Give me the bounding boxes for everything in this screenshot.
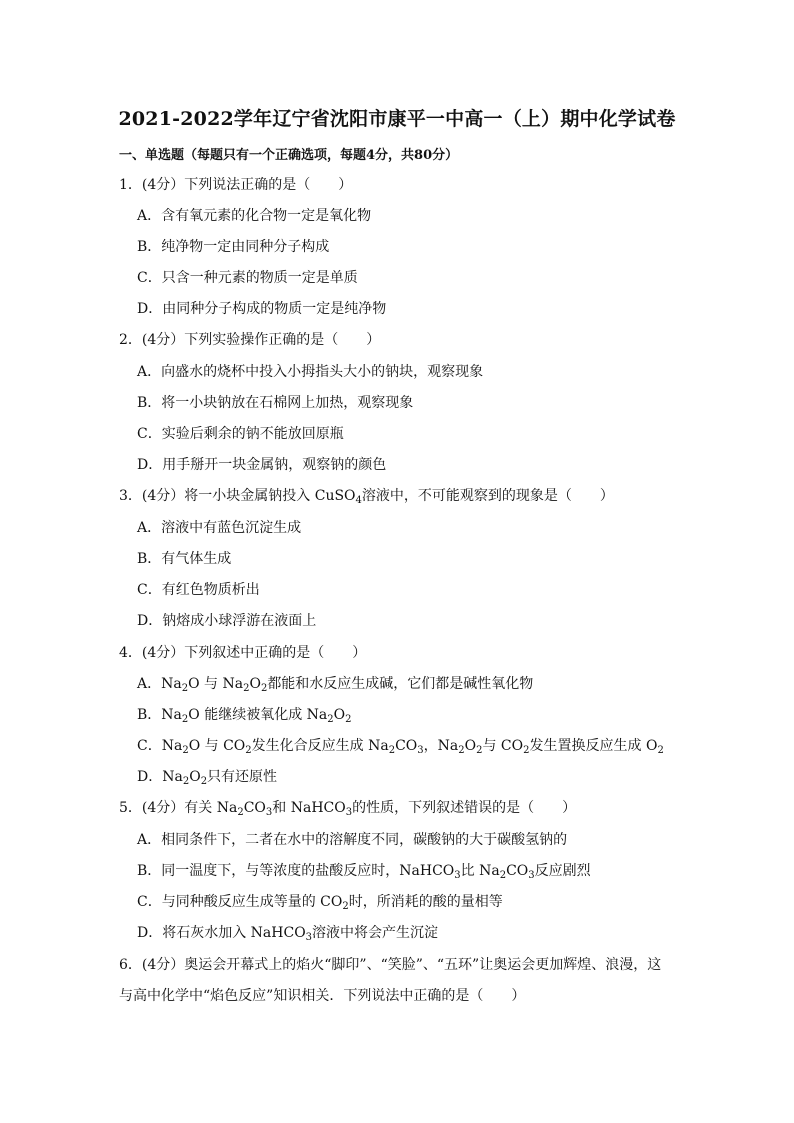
text: O: [189, 769, 201, 785]
text: D．Na: [137, 769, 183, 785]
option-d: [137, 768, 277, 786]
text: CO: [506, 863, 529, 879]
text: O: [464, 738, 477, 754]
question-stem: [119, 487, 614, 505]
text: C．Na: [137, 738, 183, 754]
text: 反应剧烈: [534, 863, 591, 879]
subscript: 2: [657, 745, 664, 756]
text: 发生化合反应生成 Na: [251, 738, 389, 754]
subscript: 2: [476, 745, 483, 756]
subscript: 2: [260, 683, 268, 694]
subscript: 2: [182, 776, 190, 787]
text: D．将石灰水加入 NaHCO: [137, 925, 306, 941]
text: O: [333, 707, 346, 723]
question-stem: 1．(4分）下列说法正确的是（ ）: [119, 177, 353, 193]
option-a: [137, 675, 533, 693]
subscript: 4: [355, 495, 362, 506]
subscript: 2: [245, 745, 252, 756]
subscript: 2: [458, 745, 465, 756]
text: 比 Na: [460, 863, 500, 879]
option-b: B．将一小块钠放在石棉网上加热，观察现象: [137, 395, 414, 411]
subscript: 2: [243, 683, 250, 694]
option-a: A．相同条件下，二者在水中的溶解度不同，碳酸钠的大于碳酸氢钠的: [137, 832, 568, 848]
text: 时，所消耗的酸的量相等: [348, 894, 503, 910]
option-d: [137, 924, 438, 942]
subscript: 3: [265, 807, 273, 818]
option-c: C．只含一种元素的物质一定是单质: [137, 270, 358, 286]
subscript: 2: [182, 745, 189, 756]
subscript: 2: [181, 714, 189, 725]
option-a: A．向盛水的烧杯中投入小拇指头大小的钠块，观察现象: [137, 364, 484, 380]
text: 发生置换反应生成 O: [529, 738, 658, 754]
text: 都能和水反应生成碱，它们都是碱性氧化物: [267, 676, 534, 692]
option-b: B．纯净物一定由同种分子构成: [137, 239, 330, 255]
subscript: 2: [523, 745, 530, 756]
text: A．Na: [137, 676, 182, 692]
text: O 与 Na: [188, 676, 244, 692]
question-stem: 2．(4分）下列实验操作正确的是（ ）: [119, 332, 381, 348]
subscript: 3: [345, 807, 353, 818]
option-c: C．实验后剩余的钠不能放回原瓶: [137, 426, 344, 442]
subscript: 3: [417, 745, 424, 756]
option-d: D．用手掰开一块金属钠，观察钠的颜色: [137, 457, 387, 473]
text: O: [249, 676, 261, 692]
text: C．与同种酸反应生成等量的 CO: [137, 894, 343, 910]
option-d: D．钠熔成小球浮游在液面上: [137, 613, 317, 629]
text: CO: [395, 738, 418, 754]
section-heading: 一、单选题（每题只有一个正确选项，每题4分，共80分）: [119, 148, 459, 163]
subscript: 3: [528, 870, 535, 881]
exam-title: 2021-2022学年辽宁省沈阳市康平一中高一（上）期中化学试卷: [118, 108, 676, 130]
option-a: A．含有氧元素的化合物一定是氧化物: [137, 208, 372, 224]
text: B．Na: [137, 707, 182, 723]
option-c: [137, 737, 664, 755]
text: O 与 CO: [188, 738, 246, 754]
subscript: 3: [454, 870, 461, 881]
stem-text: 溶液中，不可能观察到的现象是（ ）: [361, 488, 614, 504]
option-d: D．由同种分子构成的物质一定是纯净物: [137, 301, 387, 317]
question-stem: 6．(4分）奥运会开幕式上的焰火“脚印”、“笑脸”、“五环”让奥运会更加辉煌、浪漫，这: [119, 957, 662, 973]
subscript: 2: [342, 901, 349, 912]
subscript: 2: [499, 870, 507, 881]
subscript: 2: [327, 714, 334, 725]
subscript: 3: [305, 932, 313, 943]
text: B．同一温度下，与等浓度的盐酸反应时，NaHCO: [137, 863, 455, 879]
text: 只有还原性: [207, 769, 278, 785]
option-b: [137, 862, 591, 880]
text: 溶液中将会产生沉淀: [312, 925, 439, 941]
subscript: 2: [388, 745, 396, 756]
question-stem: 4．(4分）下列叙述中正确的是（ ）: [119, 645, 367, 661]
question-stem-continued: 与高中化学中“焰色反应”知识相关．下列说法中正确的是（ ）: [119, 988, 526, 1004]
option-b: B．有气体生成: [137, 551, 232, 567]
text: 的性质，下列叙述错误的是（ ）: [352, 800, 577, 816]
question-stem: [119, 799, 576, 817]
subscript: 2: [181, 683, 189, 694]
option-c: [137, 893, 503, 911]
text: ，Na: [423, 738, 459, 754]
text: 5．(4分）有关 Na: [119, 800, 238, 816]
subscript: 2: [237, 807, 244, 818]
text: CO: [243, 800, 266, 816]
subscript: 2: [345, 714, 352, 725]
option-a: A．溶液中有蓝色沉淀生成: [137, 520, 302, 536]
text: O 能继续被氧化成 Na: [188, 707, 328, 723]
subscript: 2: [200, 776, 208, 787]
option-c: C．有红色物质析出: [137, 582, 260, 598]
text: 和 NaHCO: [272, 800, 346, 816]
stem-text: 3．(4分）将一小块金属钠投入 CuSO: [119, 488, 356, 504]
text: 与 CO: [482, 738, 524, 754]
option-b: [137, 706, 351, 724]
